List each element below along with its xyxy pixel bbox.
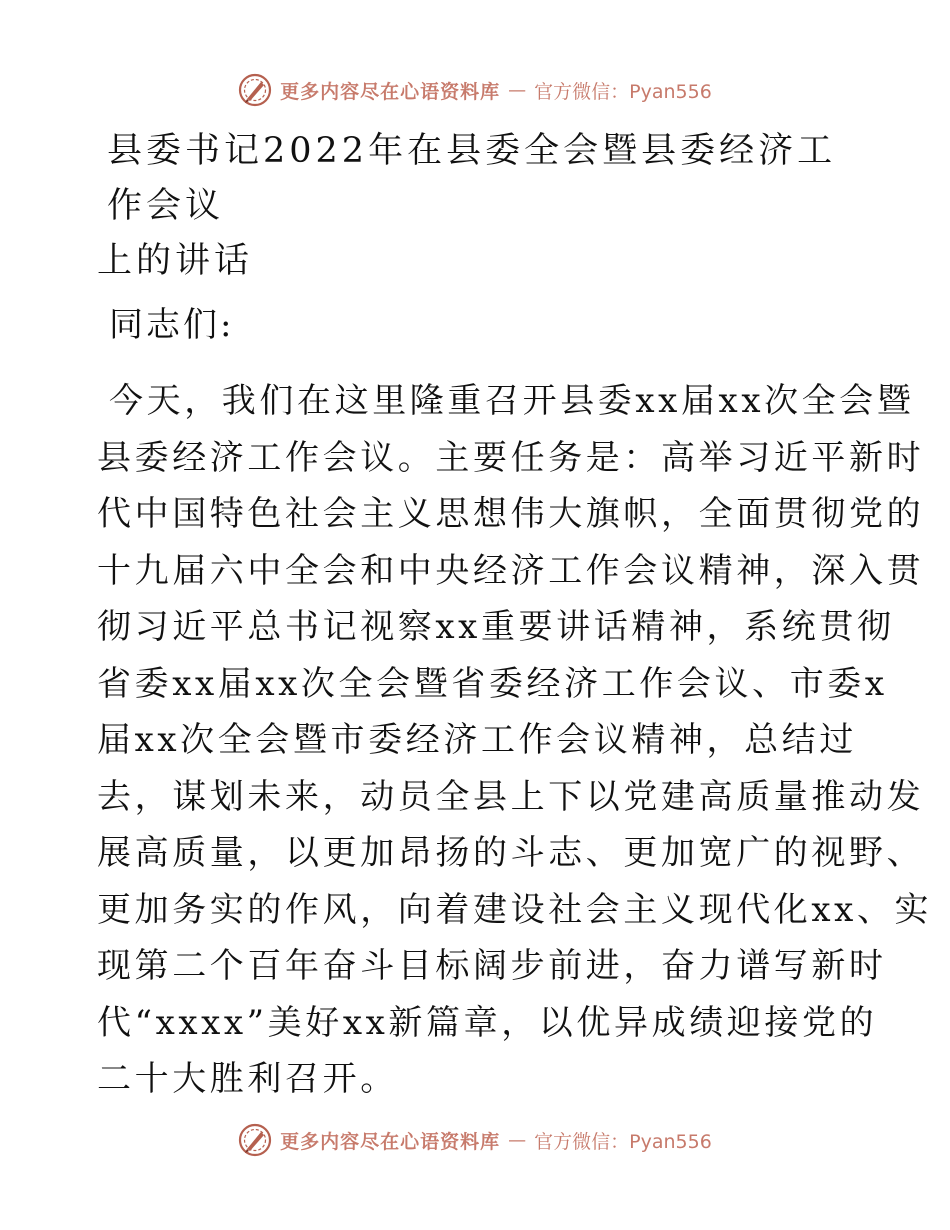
paragraph-line: 更加务实的作风，向着建设社会主义现代化xx、实 bbox=[97, 889, 933, 930]
speech-paragraph bbox=[97, 373, 933, 1108]
salutation: 同志们: bbox=[109, 305, 235, 345]
title-line-2: 上的讲话 bbox=[97, 241, 254, 281]
paragraph-line: 今天，我们在这里隆重召开县委xx届xx次全会暨 bbox=[109, 381, 915, 421]
quill-pen-logo-icon bbox=[238, 73, 272, 107]
paragraph-line: 二十大胜利召开。 bbox=[97, 1059, 398, 1099]
paragraph-line: 十九届六中全会和中央经济工作会议精神，深入贯 bbox=[97, 550, 925, 591]
watermark-wechat-text: 官方微信：Pyan556 bbox=[534, 80, 712, 103]
paragraph-line: 彻习近平总书记视察xx重要讲话精神，系统贯彻 bbox=[97, 607, 895, 647]
watermark-separator: — bbox=[508, 1129, 527, 1151]
document-title bbox=[97, 124, 867, 289]
paragraph-line: 代中国特色社会主义思想伟大旗帜，全面贯彻党的 bbox=[97, 494, 925, 534]
quill-pen-logo-icon bbox=[238, 1123, 272, 1157]
paragraph-line: 现第二个百年奋斗目标阔步前进，奋力谱写新时 bbox=[97, 946, 887, 986]
paragraph-line: 展高质量，以更加昂扬的斗志、更加宽广的视野、 bbox=[97, 833, 925, 873]
watermark-site-text: 更多内容尽在心语资料库 bbox=[280, 1130, 501, 1153]
paragraph-line: 届xx次全会暨市委经济工作会议精神，总结过 bbox=[97, 720, 857, 760]
paragraph-line: 代“xxxx”美好xx新篇章，以优异成绩迎接党的 bbox=[97, 1002, 878, 1043]
document-body bbox=[97, 124, 933, 1108]
header-watermark bbox=[0, 68, 950, 112]
footer-watermark bbox=[0, 1118, 950, 1162]
paragraph-line: 省委xx届xx次全会暨省委经济工作会议、市委x bbox=[97, 663, 888, 704]
watermark-site-text: 更多内容尽在心语资料库 bbox=[280, 80, 501, 103]
watermark-wechat-text: 官方微信：Pyan556 bbox=[534, 1130, 712, 1153]
paragraph-line: 去，谋划未来，动员全县上下以党建高质量推动发 bbox=[97, 776, 925, 817]
watermark-separator: — bbox=[508, 79, 527, 101]
paragraph-line: 县委经济工作会议。主要任务是：高举习近平新时 bbox=[97, 437, 925, 478]
title-line-1: 县委书记2022年在县委全会暨县委经济工作会议 bbox=[107, 131, 837, 226]
